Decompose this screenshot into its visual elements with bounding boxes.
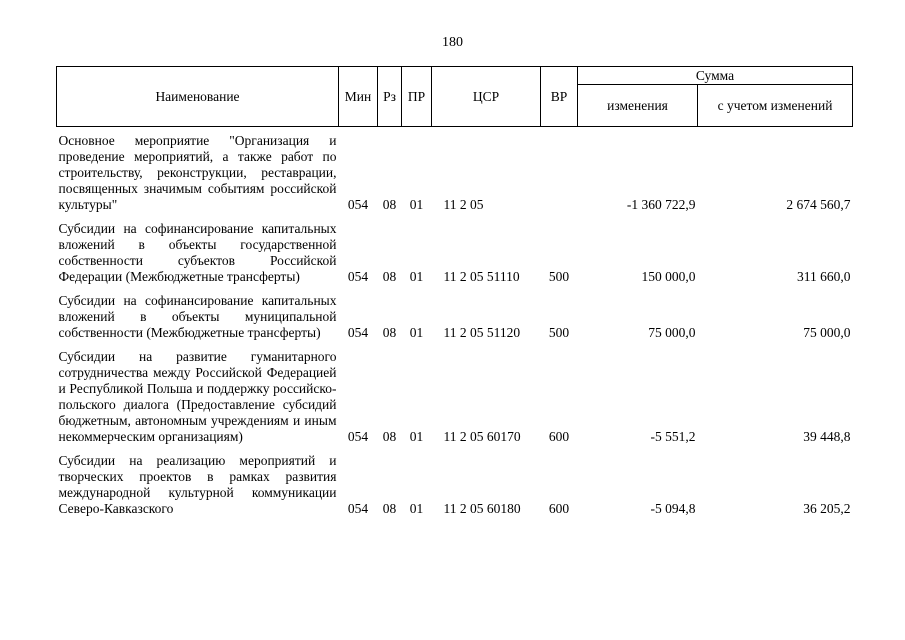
row-csr: 11 2 05 60180 (443, 501, 521, 516)
row-rz: 08 (382, 501, 397, 516)
row-name: Субсидии на развитие гуманитарного сотрудничества между Российской Федерацией и Республикой Польша и поддержку российско-польского диалога (Предоставление субсидий бюджетным, автономным учреждениям и иным некоммерческим организациям) (58, 349, 337, 444)
row-pr: 01 (409, 501, 424, 516)
row-vr: 500 (548, 325, 570, 340)
header-vr: ВР (541, 67, 578, 127)
row-min: 054 (347, 325, 369, 340)
row-with-change: 36 205,2 (803, 501, 851, 516)
table-row (57, 453, 853, 525)
row-name: Основное мероприятие "Организация и проведение мероприятий, а также работ по строительству, реконструкции, реставрации, посвященных значимым событиям российской культуры" (58, 133, 337, 212)
row-csr: 11 2 05 60170 (443, 429, 521, 444)
header-sum: Сумма (578, 67, 853, 85)
row-rz: 08 (382, 325, 397, 340)
table-row (57, 221, 853, 293)
row-change: 150 000,0 (641, 269, 696, 284)
row-name: Субсидии на софинансирование капитальных вложений в объекты муниципальной собственности (Межбюджетные трансферты) (58, 293, 337, 340)
header-pr: ПР (402, 67, 432, 127)
row-change: -5 094,8 (650, 501, 696, 516)
row-name: Субсидии на софинансирование капитальных вложений в объекты государственной собственности субъектов Российской Федерации (Межбюджетные трансферты) (58, 221, 337, 284)
page-number: 180 (442, 35, 463, 50)
row-rz: 08 (382, 269, 397, 284)
table-row (57, 293, 853, 349)
row-pr: 01 (409, 429, 424, 444)
header-change: изменения (578, 85, 698, 127)
row-with-change: 2 674 560,7 (786, 197, 851, 212)
header-with-change: с учетом изменений (698, 85, 853, 127)
row-rz: 08 (382, 197, 397, 212)
row-rz: 08 (382, 429, 397, 444)
row-min: 054 (347, 429, 369, 444)
row-pr: 01 (409, 269, 424, 284)
row-with-change: 75 000,0 (803, 325, 851, 340)
row-min: 054 (347, 197, 369, 212)
row-name: Субсидии на реализацию мероприятий и творческих проектов в рамках развития международной культурной коммуникации Северо-Кавказского (58, 453, 337, 516)
row-vr: 600 (548, 429, 570, 444)
row-pr: 01 (409, 197, 424, 212)
row-csr: 11 2 05 51110 (443, 269, 520, 284)
table-row (57, 127, 853, 222)
row-change: 75 000,0 (648, 325, 696, 340)
row-csr: 11 2 05 51120 (443, 325, 521, 340)
row-with-change: 39 448,8 (803, 429, 851, 444)
row-pr: 01 (409, 325, 424, 340)
row-min: 054 (347, 269, 369, 284)
row-change: -1 360 722,9 (626, 197, 696, 212)
table-row (57, 349, 853, 453)
header-min: Мин (339, 67, 378, 127)
budget-table (56, 66, 853, 525)
row-with-change: 311 660,0 (797, 269, 851, 284)
header-csr: ЦСР (432, 67, 541, 127)
row-csr: 11 2 05 (443, 197, 484, 212)
row-change: -5 551,2 (650, 429, 696, 444)
header-name: Наименование (57, 67, 339, 127)
row-vr: 500 (548, 269, 570, 284)
header-rz: Рз (378, 67, 402, 127)
row-min: 054 (347, 501, 369, 516)
row-vr (541, 127, 578, 222)
row-vr: 600 (548, 501, 570, 516)
